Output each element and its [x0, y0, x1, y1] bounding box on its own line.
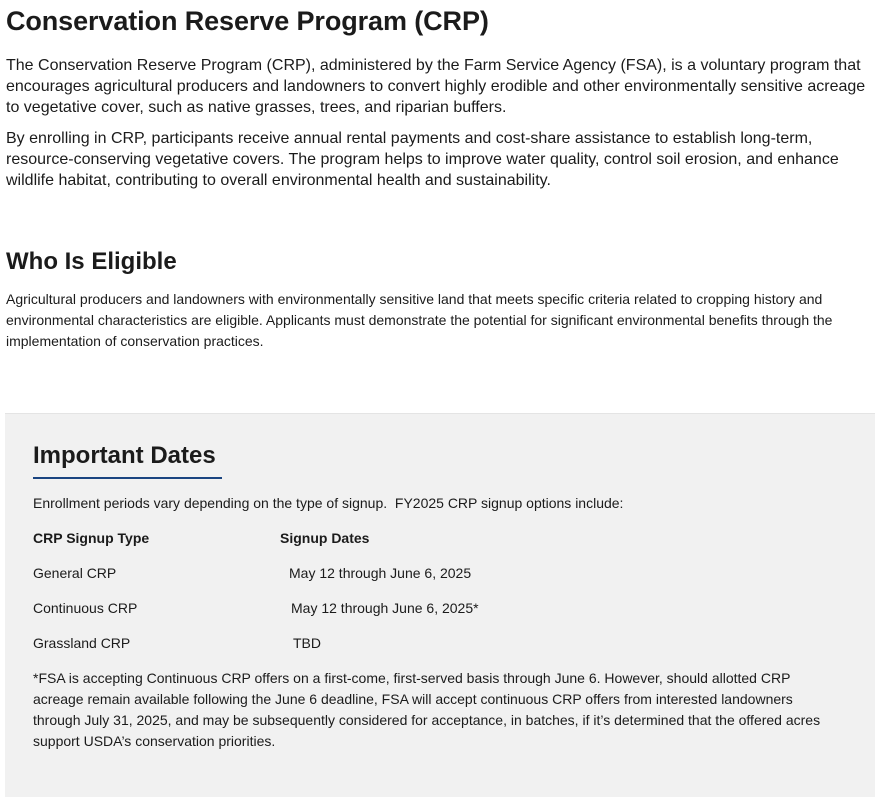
table-row — [33, 563, 835, 584]
intro-paragraph-2: By enrolling in CRP, participants receive annual rental payments and cost-share assistance to establish long-term, resource-conserving vegetative covers. The program helps to improve water quality, control soil erosion, and enhance wildlife habitat, contributing to overall environmental health and sustainability. — [6, 130, 839, 189]
important-dates-panel — [5, 413, 875, 797]
page-title: Conservation Reserve Program (CRP) — [6, 6, 489, 36]
signup-type-cell: Continuous CRP — [33, 600, 138, 616]
important-dates-lead: Enrollment periods vary depending on the type of signup. FY2025 CRP signup options include: — [33, 495, 624, 511]
intro-section — [6, 55, 874, 191]
header-signup-dates: Signup Dates — [280, 530, 370, 546]
page-content — [0, 0, 880, 352]
eligibility-text: Agricultural producers and landowners with environmentally sensitive land that meets specific criteria related to cropping history and environmental characteristics are eligible. Applicants must demonstrate the potential for significant environmental benefits through the implementation of conservation practices. — [6, 291, 833, 349]
signup-type-cell: Grassland CRP — [33, 635, 131, 651]
intro-paragraph-1: The Conservation Reserve Program (CRP), administered by the Farm Service Agency (FSA), is a voluntary program that encourages agricultural producers and landowners to convert highly erodible and other environmentally sensitive acreage to vegetative cover, such as native grasses, trees, and riparian buffers. — [6, 57, 866, 116]
signup-table-header — [33, 528, 835, 549]
header-signup-type: CRP Signup Type — [33, 530, 150, 546]
signup-dates-cell: TBD — [293, 635, 321, 651]
important-dates-title: Important Dates — [33, 442, 216, 469]
signup-type-cell: General CRP — [33, 565, 117, 581]
signup-dates-cell: May 12 through June 6, 2025* — [291, 600, 479, 616]
eligibility-section — [6, 247, 874, 352]
table-row — [33, 633, 835, 654]
signup-table — [33, 528, 835, 654]
important-dates-footnote: *FSA is accepting Continuous CRP offers on a first-come, first-served basis through June 6. However, should allotted CRP acreage remain available following the June 6 deadline, FSA will accept continuous CRP offers from interested landowners through July 31, 2025, and may be subsequently considered for acceptance, in batches, if it’s determined that the offered acres support USDA’s conservation priorities. — [33, 670, 821, 749]
signup-dates-cell: May 12 through June 6, 2025 — [289, 565, 472, 581]
eligibility-title: Who Is Eligible — [6, 248, 177, 275]
important-dates-heading — [33, 441, 222, 479]
table-row — [33, 598, 835, 619]
